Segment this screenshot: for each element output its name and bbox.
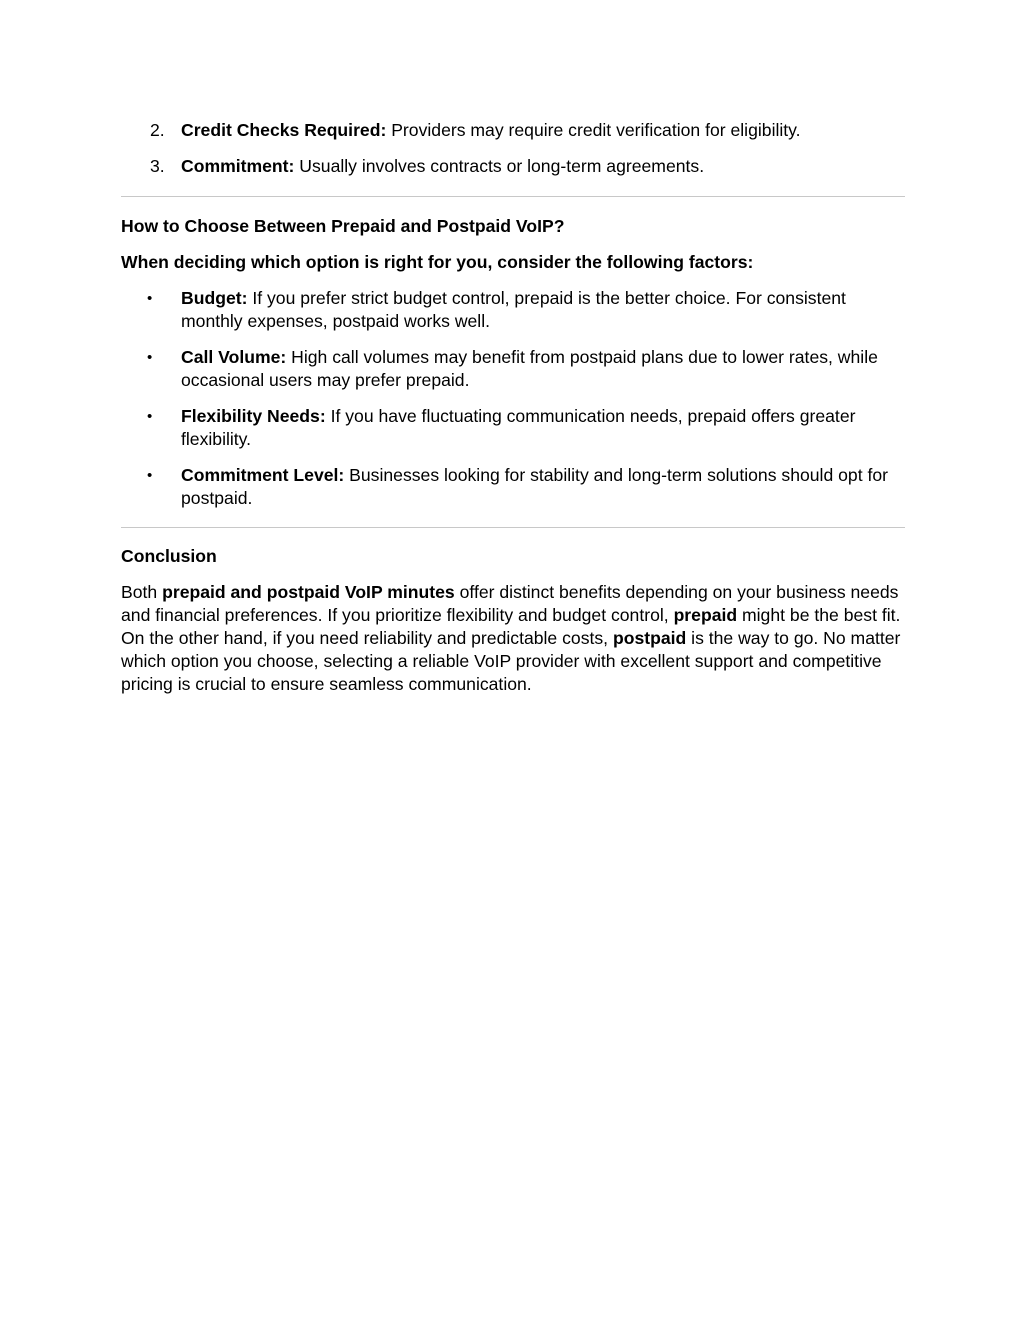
list-item-text: High call volumes may benefit from postpaid plans due to lower rates, while occasional users may prefer prepaid. xyxy=(181,347,878,390)
document-content xyxy=(121,119,905,696)
conclusion-text: offer distinct benefits depending on your business needs and financial preferences. If you prioritize flexibility and budget control, xyxy=(121,582,899,625)
section-divider xyxy=(121,527,905,528)
list-item-label: Flexibility Needs: xyxy=(181,406,326,426)
list-item-label: Call Volume: xyxy=(181,347,287,367)
list-item-label: Credit Checks Required: xyxy=(181,120,387,140)
bullet-icon: • xyxy=(147,349,153,366)
list-item-text: Usually involves contracts or long-term agreements. xyxy=(294,156,705,176)
numbered-list xyxy=(121,119,905,178)
list-item xyxy=(121,346,905,392)
list-item xyxy=(121,287,905,333)
list-number: 3. xyxy=(150,156,165,176)
conclusion-text-bold: prepaid xyxy=(673,605,738,625)
conclusion-text: Both xyxy=(121,582,163,602)
conclusion-paragraph xyxy=(121,581,905,696)
list-item xyxy=(121,155,905,178)
bullet-icon: • xyxy=(147,290,153,307)
conclusion-text-bold: prepaid and postpaid VoIP minutes xyxy=(162,582,455,602)
list-item xyxy=(121,119,905,142)
conclusion-text: might be the best fit. On the other hand, if you need reliability and predictable costs, xyxy=(121,605,901,648)
list-item xyxy=(121,464,905,510)
conclusion-heading: Conclusion xyxy=(121,546,217,566)
list-item xyxy=(121,405,905,451)
list-item-text: If you have fluctuating communication needs, prepaid offers greater flexibility. xyxy=(181,406,856,449)
list-item-text: Businesses looking for stability and long-term solutions should opt for postpaid. xyxy=(181,465,889,508)
list-item-text: If you prefer strict budget control, prepaid is the better choice. For consistent monthly expenses, postpaid works well. xyxy=(181,288,846,331)
list-item-label: Commitment Level: xyxy=(181,465,345,485)
conclusion-text-bold: postpaid xyxy=(612,628,687,648)
bullet-icon: • xyxy=(147,408,153,425)
section-heading: How to Choose Between Prepaid and Postpaid VoIP? xyxy=(121,216,565,236)
bullet-icon: • xyxy=(147,467,153,484)
section-intro: When deciding which option is right for you, consider the following factors: xyxy=(121,252,754,272)
list-number: 2. xyxy=(150,120,165,140)
list-item-label: Budget: xyxy=(181,288,248,308)
bullet-list xyxy=(121,287,905,510)
list-item-text: Providers may require credit verification for eligibility. xyxy=(386,120,801,140)
list-item-label: Commitment: xyxy=(181,156,295,176)
conclusion-text: is the way to go. No matter which option you choose, selecting a reliable VoIP provider with excellent support and competitive pricing is crucial to ensure seamless communication. xyxy=(121,628,901,694)
section-divider xyxy=(121,196,905,197)
